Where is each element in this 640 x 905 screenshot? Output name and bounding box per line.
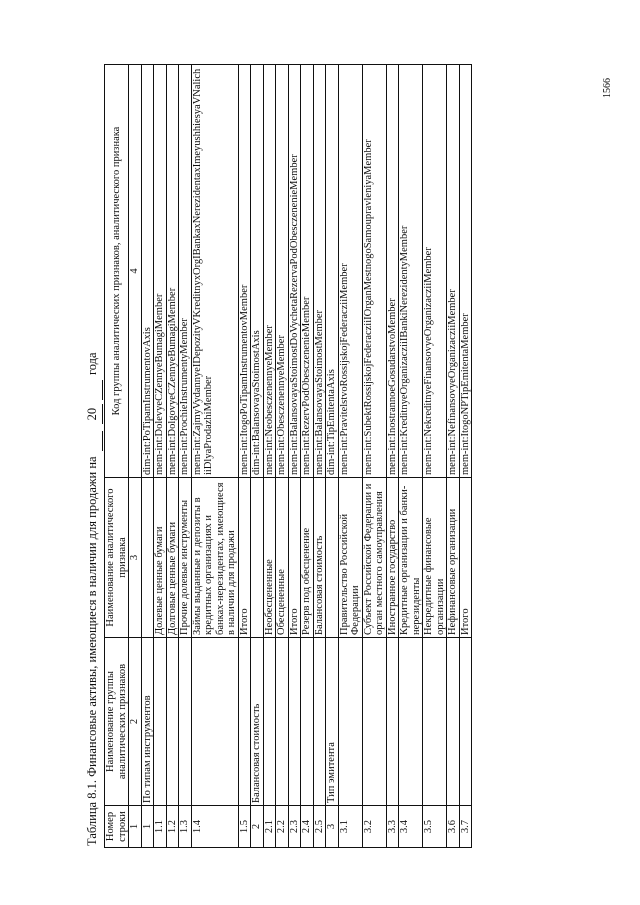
row-attribute-name xyxy=(251,478,264,638)
row-attribute-name: Итого xyxy=(238,478,251,638)
row-code: mem-int:NekreditnyeFinansovyeOrganizacziiMember xyxy=(423,65,447,478)
table-row xyxy=(141,65,154,848)
row-attribute-name: Правительство Российской Федерации xyxy=(338,478,362,638)
table-row xyxy=(326,65,339,848)
row-group-name xyxy=(276,638,289,806)
row-group-name xyxy=(154,638,167,806)
row-number: 3.3 xyxy=(386,806,399,848)
header-row xyxy=(105,65,129,848)
row-number: 2.1 xyxy=(263,806,276,848)
table-row xyxy=(288,65,301,848)
row-code: mem-int:BalansovayaStoimostDoVychetaRezervaPodObesczenenieMember xyxy=(288,65,301,478)
year-prefix: 20 xyxy=(82,404,103,424)
row-code: mem-int:ItogoNPTipEmitentaMember xyxy=(459,65,472,478)
row-group-name xyxy=(447,638,460,806)
row-code: dim-int:PoTipamInstrumentovAxis xyxy=(141,65,154,478)
table-row xyxy=(154,65,167,848)
row-code: mem-int:DolevyeCZennyeBumagiMember xyxy=(154,65,167,478)
assets-table xyxy=(104,64,472,848)
row-attribute-name: Долговые ценные бумаги xyxy=(166,478,179,638)
row-attribute-name: Необесцененные xyxy=(263,478,276,638)
row-group-name xyxy=(179,638,192,806)
date-blank xyxy=(82,431,103,451)
row-group-name xyxy=(338,638,362,806)
row-code: mem-int:ItogoPoTipamInstrumentovMember xyxy=(238,65,251,478)
row-number: 1.4 xyxy=(191,806,238,848)
row-group-name xyxy=(288,638,301,806)
caption-suffix: года xyxy=(85,352,99,376)
row-group-name xyxy=(386,638,399,806)
row-code: mem-int:SubektRossijskojFederacziiIOrganMestnogoSamoupravleniyaMember xyxy=(362,65,386,478)
rotated-page-content xyxy=(78,60,613,850)
row-number: 1.2 xyxy=(166,806,179,848)
header-attribute-name: Наименование аналитического признака xyxy=(105,478,129,638)
table-row xyxy=(263,65,276,848)
column-index-row xyxy=(129,65,142,848)
table-row xyxy=(447,65,460,848)
row-attribute-name: Некредитные финансовые организации xyxy=(423,478,447,638)
table-row xyxy=(251,65,264,848)
row-code: mem-int:PravitelstvoRossijskojFederacziiMember xyxy=(338,65,362,478)
table-row xyxy=(301,65,314,848)
row-attribute-name: Обесцененные xyxy=(276,478,289,638)
row-attribute-name: Займы выданные и депозиты в кредитных организациях и банках-нерезидентах, имеющиеся в наличии для продажи xyxy=(191,478,238,638)
table-row xyxy=(238,65,251,848)
column-index: 3 xyxy=(129,478,142,638)
row-group-name xyxy=(301,638,314,806)
row-attribute-name: Кредитные организации и банки-нерезиденты xyxy=(399,478,423,638)
caption-prefix: Таблица 8.1. Финансовые активы, имеющиеся в наличии для продажи на xyxy=(85,456,99,846)
row-number: 2.5 xyxy=(313,806,326,848)
header-row-number: Номер строки xyxy=(105,806,129,848)
row-group-name xyxy=(399,638,423,806)
row-code: mem-int:NefinansovyeOrganizacziiMember xyxy=(447,65,460,478)
row-number: 3 xyxy=(326,806,339,848)
row-number: 3.1 xyxy=(338,806,362,848)
row-number: 1.1 xyxy=(154,806,167,848)
row-group-name: По типам инструментов xyxy=(141,638,154,806)
row-attribute-name: Прочие долевые инструменты xyxy=(179,478,192,638)
table-row xyxy=(338,65,362,848)
table-row xyxy=(459,65,472,848)
row-group-name xyxy=(423,638,447,806)
row-attribute-name: Иностранное государство xyxy=(386,478,399,638)
row-number: 1.5 xyxy=(238,806,251,848)
row-code: mem-int:ProchieInstrumentyMember xyxy=(179,65,192,478)
header-group-name: Наименование группы аналитических признаков xyxy=(105,638,129,806)
row-number: 3.5 xyxy=(423,806,447,848)
row-code: mem-int:BalansovayaStoimostMember xyxy=(313,65,326,478)
row-group-name xyxy=(362,638,386,806)
row-attribute-name xyxy=(141,478,154,638)
table-row xyxy=(399,65,423,848)
column-index: 4 xyxy=(129,65,142,478)
table-row xyxy=(423,65,447,848)
year-blank xyxy=(82,380,103,400)
table-row xyxy=(313,65,326,848)
row-group-name xyxy=(459,638,472,806)
table-row xyxy=(362,65,386,848)
row-number: 2 xyxy=(251,806,264,848)
table-row xyxy=(191,65,238,848)
table-caption xyxy=(82,66,102,846)
row-attribute-name xyxy=(326,478,339,638)
row-code: mem-int:KreditnyeOrganizacziiIBankiNerezidentyMember xyxy=(399,65,423,478)
row-number: 3.7 xyxy=(459,806,472,848)
row-group-name: Балансовая стоимость xyxy=(251,638,264,806)
row-code: mem-int:ZajmyVydannyeIDepozityVKreditnyxOrgIBankaxNerezidentaxImeyushhiesyaVNalichiiDlyaProdazhiMember xyxy=(191,65,238,478)
row-code: dim-int:BalansovayaStoimostAxis xyxy=(251,65,264,478)
row-group-name: Тип эмитента xyxy=(326,638,339,806)
row-code: mem-int:DolgovyeCZennyeBumagiMember xyxy=(166,65,179,478)
row-group-name xyxy=(313,638,326,806)
table-row xyxy=(166,65,179,848)
header-code: Код группы аналитических признаков, аналитического признака xyxy=(105,65,129,478)
row-group-name xyxy=(263,638,276,806)
table-body xyxy=(141,65,472,848)
row-attribute-name: Нефинансовые организации xyxy=(447,478,460,638)
row-code: mem-int:RezervPodObesczenenieMember xyxy=(301,65,314,478)
row-code: dim-int:TipEmitentaAxis xyxy=(326,65,339,478)
row-group-name xyxy=(166,638,179,806)
row-number: 2.4 xyxy=(301,806,314,848)
row-number: 3.4 xyxy=(399,806,423,848)
row-number: 1 xyxy=(141,806,154,848)
row-group-name xyxy=(191,638,238,806)
row-attribute-name: Балансовая стоимость xyxy=(313,478,326,638)
row-number: 2.2 xyxy=(276,806,289,848)
column-index: 1 xyxy=(129,806,142,848)
table-row xyxy=(276,65,289,848)
row-attribute-name: Резерв под обесценение xyxy=(301,478,314,638)
page-number: 1566 xyxy=(602,78,613,98)
row-code: mem-int:InostrannoeGosudarstvoMember xyxy=(386,65,399,478)
row-number: 2.3 xyxy=(288,806,301,848)
row-attribute-name: Долевые ценные бумаги xyxy=(154,478,167,638)
row-attribute-name: Итого xyxy=(288,478,301,638)
row-group-name xyxy=(238,638,251,806)
row-attribute-name: Итого xyxy=(459,478,472,638)
row-code: mem-int:NeobesczenennyeMember xyxy=(263,65,276,478)
row-code: mem-int:ObesczenennyeMember xyxy=(276,65,289,478)
row-number: 3.6 xyxy=(447,806,460,848)
row-number: 3.2 xyxy=(362,806,386,848)
table-row xyxy=(386,65,399,848)
row-attribute-name: Субъект Российской Федерации и орган местного самоуправления xyxy=(362,478,386,638)
column-index: 2 xyxy=(129,638,142,806)
row-number: 1.3 xyxy=(179,806,192,848)
table-row xyxy=(179,65,192,848)
